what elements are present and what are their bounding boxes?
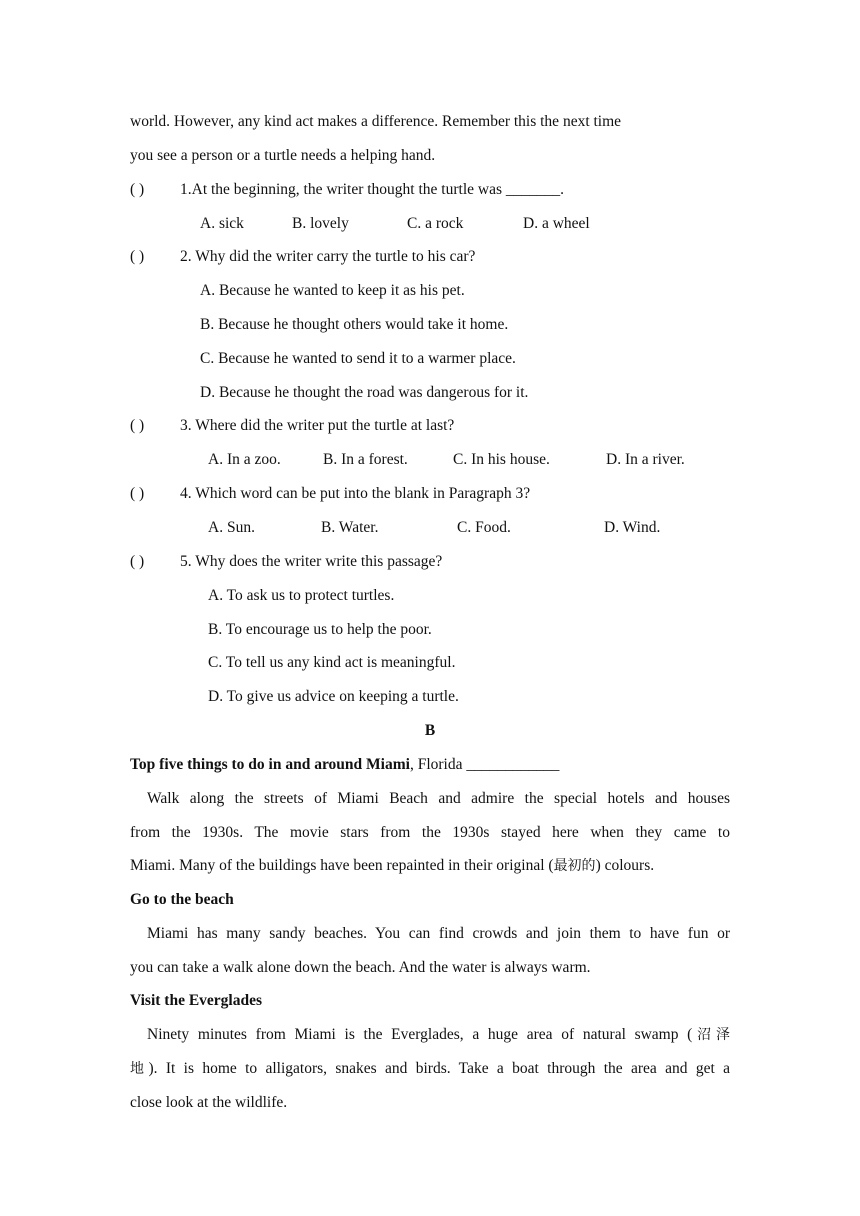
- section-b-label: B: [424, 722, 436, 739]
- question-3-stem: 3. Where did the writer put the turtle at last?: [180, 417, 455, 434]
- question-4: [130, 484, 530, 504]
- paragraph-2-line-2: you can take a walk alone down the beach. And the water is always warm.: [130, 959, 591, 976]
- question-1-options: [200, 214, 590, 234]
- option-a: A. In a zoo.: [208, 451, 281, 468]
- option-a: A. sick: [200, 215, 244, 232]
- paragraph-1-line-2: from the 1930s. The movie stars from the 1930s stayed here when they came to: [130, 824, 730, 841]
- option-c: C. In his house.: [453, 451, 550, 468]
- option-d: D. a wheel: [523, 215, 590, 232]
- question-1: [130, 180, 564, 200]
- option-c: C. a rock: [407, 215, 464, 232]
- heading-visit-the-everglades: Visit the Everglades: [130, 992, 263, 1009]
- answer-blank-2[interactable]: ( ): [130, 248, 145, 265]
- paragraph-3-chinese-gloss-end: 地: [130, 1061, 149, 1077]
- passage-a-line-1: world. However, any kind act makes a difference. Remember this the next time: [130, 113, 622, 130]
- section-b-title-bold: Top five things to do in and around Miami: [130, 756, 410, 773]
- paragraph-3-line-1: [130, 1025, 730, 1045]
- question-5-option-d: D. To give us advice on keeping a turtle.: [208, 688, 459, 705]
- paragraph-3-line-1-a: Ninety minutes from Miami is the Everglades, a huge area of natural swamp (: [147, 1026, 693, 1043]
- option-d: D. Wind.: [604, 519, 661, 536]
- answer-blank-3[interactable]: ( ): [130, 417, 145, 434]
- option-b: B. Water.: [321, 519, 379, 536]
- answer-blank-1[interactable]: ( ): [130, 181, 145, 198]
- question-2-option-c: C. Because he wanted to send it to a warmer place.: [200, 350, 516, 367]
- paragraph-3-line-3: close look at the wildlife.: [130, 1094, 288, 1111]
- section-b-title-rest: , Florida ____________: [409, 756, 560, 773]
- option-b: B. In a forest.: [323, 451, 408, 468]
- question-1-stem: 1.At the beginning, the writer thought the turtle was _______.: [180, 181, 564, 198]
- question-5-option-b: B. To encourage us to help the poor.: [208, 621, 432, 638]
- paragraph-2-line-1: Miami has many sandy beaches. You can find crowds and join them to have fun or: [147, 925, 730, 942]
- question-2-option-a: A. Because he wanted to keep it as his pet.: [200, 282, 465, 299]
- section-b-title: [130, 755, 559, 775]
- paragraph-1-line-1: Walk along the streets of Miami Beach and admire the special hotels and houses: [147, 790, 730, 807]
- passage-a-line-2: you see a person or a turtle needs a helping hand.: [130, 147, 436, 164]
- question-5-option-a: A. To ask us to protect turtles.: [208, 587, 395, 604]
- option-d: D. In a river.: [606, 451, 685, 468]
- question-5: [130, 552, 442, 572]
- option-c: C. Food.: [457, 519, 511, 536]
- question-2-option-d: D. Because he thought the road was dangerous for it.: [200, 384, 529, 401]
- question-2-option-b: B. Because he thought others would take it home.: [200, 316, 509, 333]
- option-a: A. Sun.: [208, 519, 255, 536]
- question-5-stem: 5. Why does the writer write this passage?: [180, 553, 443, 570]
- paragraph-1-line-3: [130, 856, 654, 876]
- heading-go-to-the-beach: Go to the beach: [130, 891, 234, 908]
- question-2-stem: 2. Why did the writer carry the turtle to his car?: [180, 248, 476, 265]
- answer-blank-5[interactable]: ( ): [130, 553, 145, 570]
- paragraph-1-line-3-a: Miami. Many of the buildings have been repainted in their original (: [130, 857, 554, 874]
- option-b: B. lovely: [292, 215, 349, 232]
- paragraph-3-chinese-gloss: 沼泽: [692, 1027, 730, 1043]
- paragraph-3-line-2: [130, 1059, 730, 1079]
- paragraph-1-chinese-gloss: 最初的: [553, 858, 596, 874]
- question-5-option-c: C. To tell us any kind act is meaningful.: [208, 654, 456, 671]
- paragraph-3-line-2-text: ). It is home to alligators, snakes and birds. Take a boat through the area and get a: [148, 1060, 730, 1077]
- paragraph-1-line-3-b: ) colours.: [595, 857, 655, 874]
- question-3: [130, 416, 454, 436]
- answer-blank-4[interactable]: ( ): [130, 485, 145, 502]
- question-4-options: [208, 518, 660, 538]
- question-4-stem: 4. Which word can be put into the blank in Paragraph 3?: [180, 485, 531, 502]
- question-2: [130, 247, 475, 267]
- question-3-options: [208, 450, 685, 470]
